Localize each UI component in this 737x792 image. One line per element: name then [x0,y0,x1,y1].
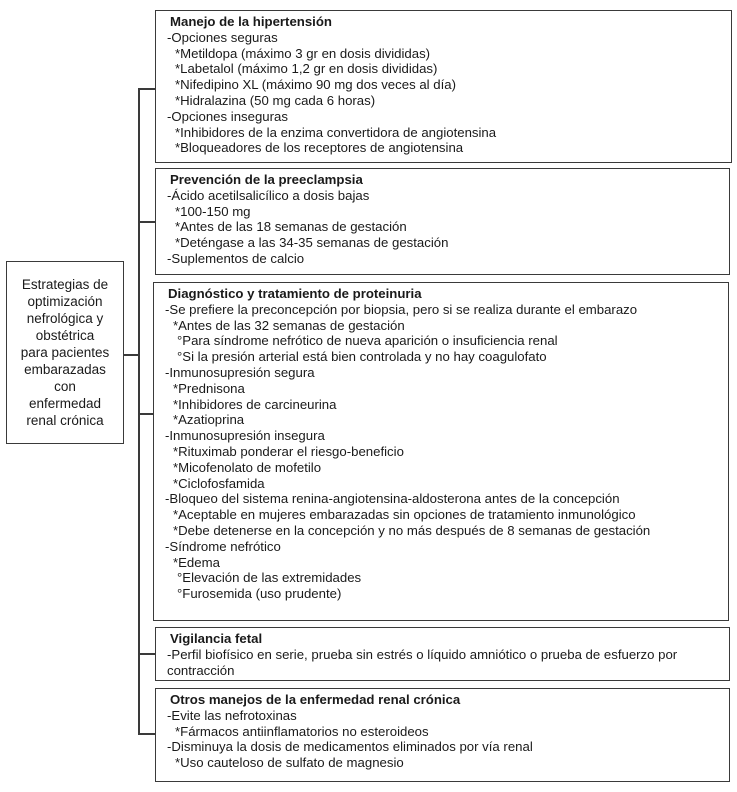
root-connector [122,354,139,356]
list-item: -Perfil biofísico en serie, prueba sin estrés o líquido amniótico o prueba de esfuerzo por contracción [167,646,678,678]
list-item: *Aceptable en mujeres embarazadas sin opciones de tratamiento inmunológico [173,507,636,523]
branch-box-hypertension [155,10,732,163]
list-item: -Inmunosupresión segura [165,364,315,380]
list-item: *Azatioprina [173,412,245,428]
branch-box-fetal-surveillance [155,627,730,681]
root-line: nefrológica y [26,311,104,326]
list-item: *Rituximab ponderar el riesgo-beneficio [173,443,404,459]
root-strategy-box [6,261,124,444]
list-item: *Bloqueadores de los receptores de angiotensina [175,140,464,156]
branch-connector-hypertension [138,88,156,90]
list-item: *Hidralazina (50 mg cada 6 horas) [175,92,376,108]
list-item: *Uso cauteloso de sulfato de magnesio [175,755,404,771]
list-item: °Si la presión arterial está bien controlada y no hay coagulofato [177,349,547,365]
list-item: -Disminuya la dosis de medicamentos eliminados por vía renal [167,739,533,755]
list-item: *Inhibidores de carcineurina [173,396,337,412]
list-item: -Evite las nefrotoxinas [167,707,297,723]
list-item: -Ácido acetilsalicílico a dosis bajas [167,187,370,203]
list-item: °Furosemida (uso prudente) [177,586,342,602]
branch-title: Manejo de la hipertensión [170,14,332,29]
branch-title: Vigilancia fetal [170,631,263,646]
list-item: *Edema [173,554,220,570]
list-item: *100-150 mg [175,203,251,219]
root-line: renal crónica [26,413,104,428]
branch-connector-fetal [138,653,155,655]
trunk-vertical-line [138,88,140,734]
branch-connector-ckd [138,733,155,735]
list-item: -Se prefiere la preconcepción por biopsia, pero si se realiza durante el embarazo [165,301,638,317]
root-line: con [54,379,76,394]
branch-title: Otros manejos de la enfermedad renal crónica [170,692,461,707]
list-item: *Ciclofosfamida [173,475,265,491]
list-item: -Síndrome nefrótico [165,538,281,554]
branch-title: Diagnóstico y tratamiento de proteinuria [168,286,422,301]
branch-box-proteinuria [153,282,729,621]
branch-box-other-ckd [155,688,730,782]
root-label [21,276,110,429]
list-item: *Deténgase a las 34-35 semanas de gestación [175,235,449,251]
list-item: *Antes de las 32 semanas de gestación [173,317,405,333]
root-line: embarazadas [24,362,106,377]
list-item: *Debe detenerse en la concepción y no más después de 8 semanas de gestación [173,522,651,538]
list-item: -Suplementos de calcio [167,250,305,266]
list-item: *Prednisona [173,380,245,396]
root-line: optimización [27,294,103,309]
list-item: *Micofenolato de mofetilo [173,459,322,475]
list-item: *Inhibidores de la enzima convertidora de angiotensina [175,124,497,140]
root-line: obstétrica [35,328,95,343]
list-item: -Inmunosupresión insegura [165,428,325,444]
branch-box-preeclampsia [155,168,730,275]
branch-title: Prevención de la preeclampsia [170,172,363,187]
root-line: enfermedad [28,396,102,411]
root-line: para pacientes [20,345,110,360]
list-item: °Elevación de las extremidades [177,570,362,586]
list-item: *Fármacos antiinflamatorios no esteroideos [175,723,429,739]
list-item: -Opciones inseguras [167,108,288,124]
branch-connector-preeclampsia [138,221,155,223]
list-item: *Antes de las 18 semanas de gestación [175,219,407,235]
root-line: Estrategias de [21,277,109,292]
list-item: *Nifedipino XL (máximo 90 mg dos veces al día) [175,77,456,93]
list-item: -Opciones seguras [167,29,278,45]
list-item: *Metildopa (máximo 3 gr en dosis divididas) [175,45,431,61]
list-item: °Para síndrome nefrótico de nueva aparición o insuficiencia renal [177,333,558,349]
branch-connector-proteinuria [138,413,154,415]
list-item: -Bloqueo del sistema renina-angiotensina-aldosterona antes de la concepción [165,491,620,507]
list-item: *Labetalol (máximo 1,2 gr en dosis divididas) [175,61,438,77]
